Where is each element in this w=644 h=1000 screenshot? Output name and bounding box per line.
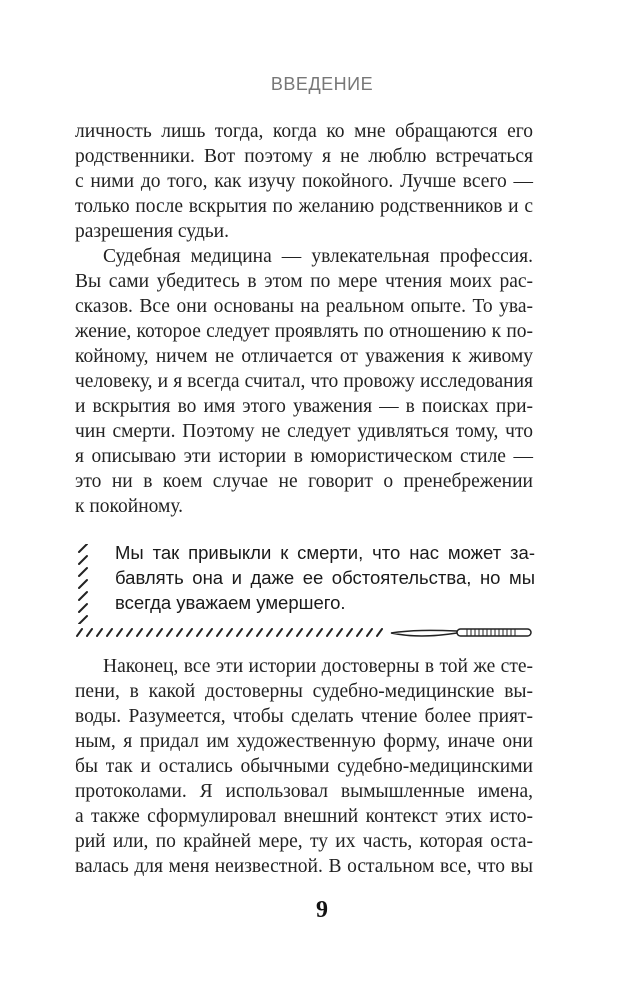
text-line: Наконец, все эти истории достоверны в той же сте-	[103, 656, 533, 677]
text-line: человеку, и я всегда считал, что провожу исследования	[75, 371, 533, 392]
paragraph-3	[75, 654, 533, 879]
text-line: чин смерти. Поэтому не следует удивляться тому, что	[75, 421, 533, 442]
running-header: ВВЕДЕНИЕ	[270, 74, 374, 94]
text-line: валась для меня неизвестной. В остальном все, что вы	[75, 856, 533, 877]
text-line: к покойному.	[75, 496, 184, 517]
text-line: и вскрытия во имя этого уважения — в поисках при-	[75, 396, 533, 417]
quote-line: бавлять она и даже ее обстоятельства, но мы	[115, 567, 535, 588]
text-line: пени, в какой достоверны судебно-медицинские вы-	[75, 681, 533, 702]
text-line: Вы сами убедитесь в этом по мере чтения моих рас-	[75, 271, 533, 292]
text-line: ным, я придал им художественную форму, иначе они	[75, 731, 533, 752]
text-line: воды. Разумеется, чтобы сделать чтение более прият-	[75, 706, 533, 727]
quote-line: Мы так привыкли к смерти, что нас может за-	[115, 542, 535, 563]
text-line: рий или, по крайней мере, ту их часть, которая оста-	[75, 831, 533, 852]
text-line: я описываю эти истории в юмористическом стиле —	[75, 446, 533, 467]
text-line: сказов. Все они основаны на реальном опыте. То ува-	[75, 296, 533, 317]
text-line: бы так и остались обычными судебно-медицинскими	[75, 756, 533, 777]
text-line: родственники. Вот поэтому я не люблю встречаться	[75, 146, 533, 167]
quote-text	[115, 540, 535, 615]
text-line: с ними до того, как изучу покойного. Лучше всего —	[75, 171, 533, 192]
pull-quote	[75, 540, 545, 640]
text-line: жение, которое следует проявлять по отношению к по-	[75, 321, 533, 342]
text-line: личность лишь тогда, когда ко мне обращаются его	[75, 121, 533, 142]
page-number: 9	[316, 897, 328, 923]
text-line: протоколами. Я использовал вымышленные имена,	[75, 781, 533, 802]
text-line: только после вскрытия по желанию родственников и с	[75, 196, 533, 217]
text-line: Судебная медицина — увлекательная профессия.	[103, 246, 533, 267]
text-line: это ни в коем случае не говорит о пренебрежении	[75, 471, 533, 492]
scalpel-divider-icon	[75, 624, 535, 640]
quote-line: всегда уважаем умершего.	[115, 592, 346, 613]
hatch-border-icon	[75, 544, 97, 624]
text-line: разрешения судьи.	[75, 221, 229, 242]
text-line: а также сформулировал внешний контекст этих исто-	[75, 806, 533, 827]
text-line: койному, ничем не отличается от уважения к живому	[75, 346, 533, 367]
paragraph-2	[75, 244, 533, 519]
paragraph-1	[75, 119, 533, 244]
